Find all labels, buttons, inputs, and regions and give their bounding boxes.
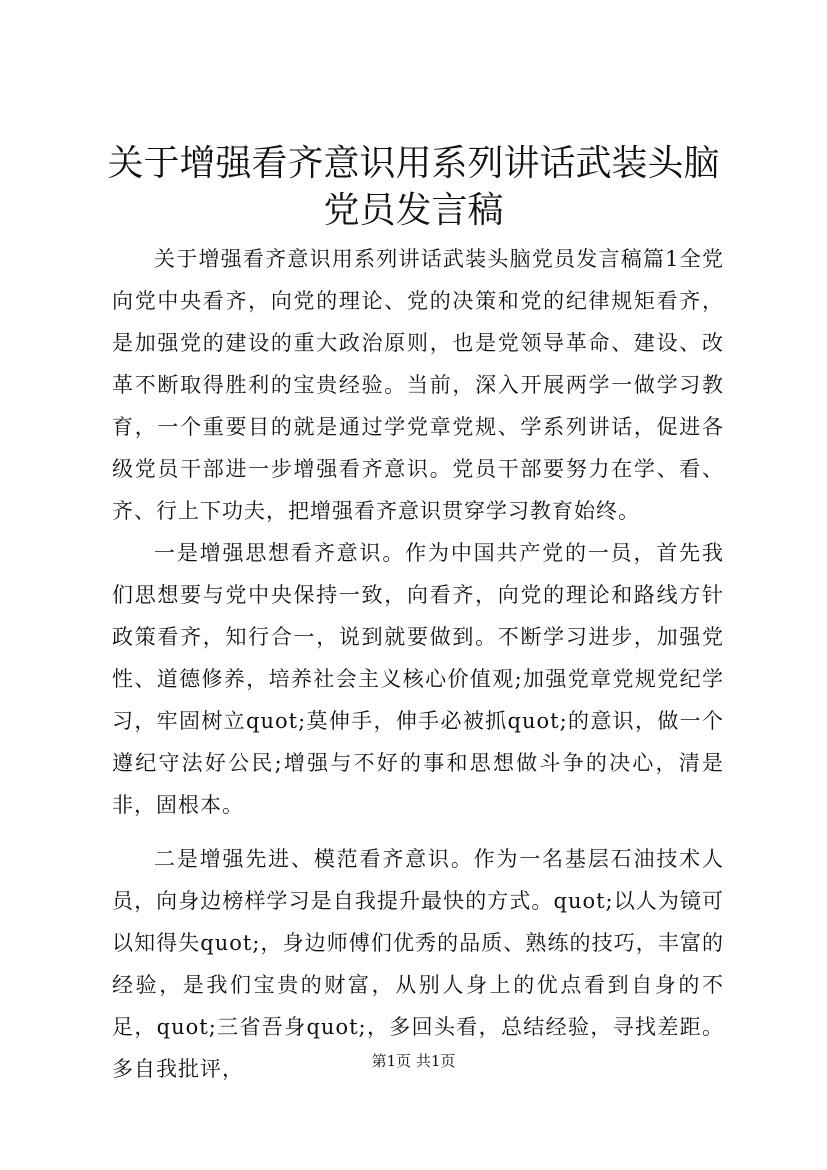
paragraph-intro: 关于增强看齐意识用系列讲话武装头脑党员发言稿篇1全党向党中央看齐，向党的理论、党的决策和党的纪律规矩看齐，是加强党的建设的重大政治原则，也是党领导革命、建设、改革不断取得胜利的宝贵经验。当前，深入开展两学一做学习教育，一个重要目的就是通过学党章党规、学系列讲话，促进各级党员干部进一步增强看齐意识。党员干部要努力在学、看、齐、行上下功夫，把增强看齐意识贯穿学习教育始终。 xyxy=(112,247,724,523)
paragraph-model-alignment: 二是增强先进、模范看齐意识。作为一名基层石油技术人员，向身边榜样学习是自我提升最快的方式。quot;以人为镜可以知得失quot;，身边师傅们优秀的品质、熟练的技巧，丰富的经验，是我们宝贵的财富，从别人身上的优点看到自身的不足，quot;三省吾身quot;，多回头看，总结经验，寻找差距。多自我批评， xyxy=(112,847,724,1081)
document-body xyxy=(112,238,724,1090)
document-title: 关于增强看齐意识用系列讲话武装头脑党员发言稿 xyxy=(107,143,720,231)
paragraph-thought-alignment: 一是增强思想看齐意识。作为中国共产党的一员，首先我们思想要与党中央保持一致，向看齐，向党的理论和路线方针政策看齐，知行合一，说到就要做到。不断学习进步，加强党性、道德修养，培养社会主义核心价值观;加强党章党规党纪学习，牢固树立quot;莫伸手，伸手必被抓quot;的意识，做一个遵纪守法好公民;增强与不好的事和思想做斗争的决心，清是非，固根本。 xyxy=(112,541,724,817)
page-footer: 第1页 共1页 xyxy=(371,1052,456,1070)
